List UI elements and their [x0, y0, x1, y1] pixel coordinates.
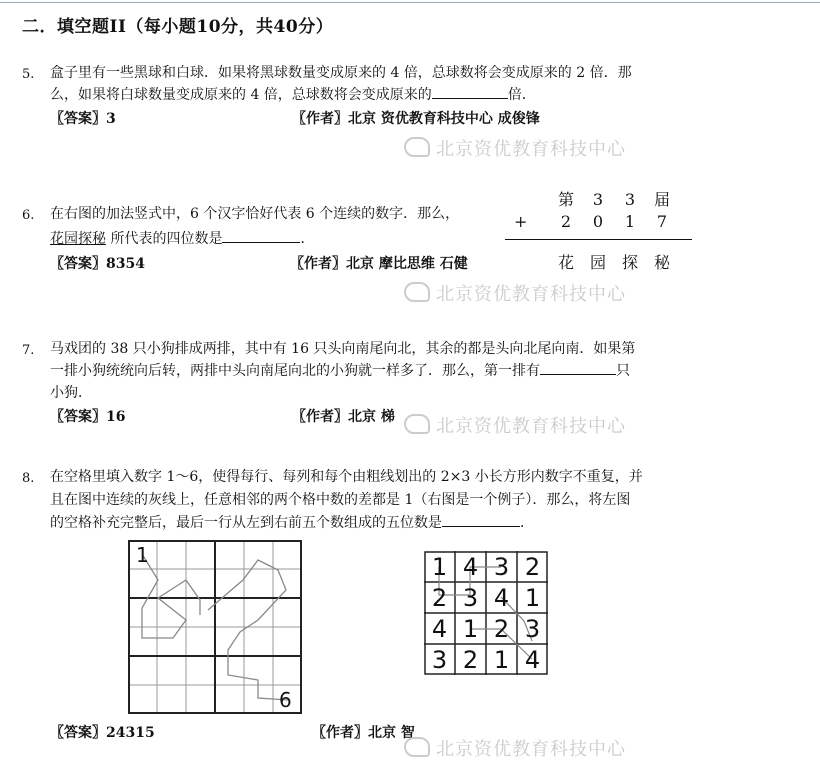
q7-line2-end: 只: [616, 363, 630, 379]
sum-char-2: 园: [589, 253, 606, 272]
example-cell-digit: 1: [493, 646, 510, 674]
example-cell-digit: 1: [431, 553, 448, 581]
watermark: [404, 735, 626, 761]
q6-line2-text: 所代表的四位数是: [110, 231, 223, 247]
example-cell-digit: 3: [431, 646, 448, 674]
sum-char-4: 秘: [653, 253, 670, 272]
q7-answer: 〖答案〗16: [50, 409, 126, 425]
addend-1-char-3: 3: [624, 190, 636, 209]
addend-1-char-4: 届: [653, 190, 670, 209]
q5-answer: 〖答案〗3: [50, 111, 116, 127]
example-grid: [424, 551, 548, 675]
wechat-logo-icon: [404, 137, 430, 157]
q8-author: 〖作者〗北京 智: [312, 725, 415, 741]
example-cell-digit: 4: [524, 646, 541, 674]
watermark: [404, 135, 626, 161]
q8-number: 8.: [22, 471, 35, 486]
example-cell-digit: 2: [493, 615, 510, 643]
watermark: [404, 412, 626, 438]
q6-author: 〖作者〗北京 摩比思维 石健: [290, 256, 468, 272]
q8-line1: 在空格里填入数字 1～6，使得每行、每列和每个由粗线划出的 2×3 小长方形内数字不重复，并: [50, 469, 643, 485]
q7-line3: 小狗．: [50, 385, 92, 401]
sum-char-3: 探: [621, 253, 638, 272]
watermark: [404, 280, 626, 306]
sum-rule: [505, 239, 692, 240]
q7-answer-blank: [540, 360, 616, 375]
addend-2-digit-4: 7: [656, 212, 668, 231]
q6-number: 6.: [22, 208, 35, 223]
section-title: 二．填空题II（每小题10分，共40分）: [22, 17, 334, 37]
q7-number: 7.: [22, 343, 35, 358]
q5-answer-blank: [432, 84, 508, 99]
q6-word: 花园探秘: [50, 231, 106, 247]
q8-line2: 且在图中连续的灰线上，任意相邻的两个格中数的差都是 1（右图是一个例子）．那么，将左图: [50, 492, 631, 508]
watermark-text: 北京资优教育科技中心: [436, 416, 626, 437]
q7-line2-text: 一排小狗统统向后转，两排中头向南尾向北的小狗就一样多了．那么，第一排有: [50, 363, 540, 379]
example-cell-digit: 1: [462, 615, 479, 643]
q8-line3-end: ．: [520, 515, 534, 531]
q8-line3-text: 的空格补充完整后，最后一行从左到右前五个数组成的五位数是: [50, 515, 442, 531]
addend-2-digit-3: 1: [624, 212, 636, 231]
example-cell-digit: 2: [431, 584, 448, 612]
q5-author: 〖作者〗北京 资优教育科技中心 成俊锋: [292, 111, 540, 127]
wechat-logo-icon: [404, 282, 430, 302]
top-rule: [0, 2, 820, 3]
addition-sum-row: [550, 250, 678, 273]
q7-line1: 马戏团的 38 只小狗排成两排，其中有 16 只头向南尾向北，其余的都是头向北尾向南．如果第: [50, 341, 636, 357]
addend-1-char-2: 3: [592, 190, 604, 209]
sum-char-1: 花: [557, 253, 574, 272]
example-cell-digit: 4: [431, 615, 448, 643]
example-cell-digit: 2: [462, 646, 479, 674]
addend-1-char-1: 第: [557, 190, 574, 209]
addition-row-2: [550, 212, 678, 231]
example-cell-digit: 2: [524, 553, 541, 581]
q5-line2-end: 倍．: [507, 87, 536, 103]
q5-line1: 盒子里有一些黑球和白球．如果将黑球数量变成原来的 4 倍，总球数将会变成原来的 2 倍．那: [50, 65, 632, 81]
addend-2-digit-2: 0: [592, 212, 604, 231]
q5-number: 5.: [22, 67, 35, 82]
q6-answer: 〖答案〗8354: [50, 256, 145, 272]
q5-line2-text: 么，如果将白球数量变成原来的 4 倍，总球数将会变成原来的: [50, 87, 432, 103]
addition-row-1: [550, 187, 678, 210]
q8-answer-blank: [442, 512, 520, 527]
example-cell-digit: 1: [524, 584, 541, 612]
wechat-logo-icon: [404, 414, 430, 434]
example-cell-digit: 3: [524, 615, 541, 643]
watermark-text: 北京资优教育科技中心: [436, 284, 626, 305]
given-digit-1: 1: [136, 543, 149, 567]
q8-answer: 〖答案〗24315: [50, 725, 155, 741]
watermark-text: 北京资优教育科技中心: [436, 139, 626, 160]
q6-line1: 在右图的加法竖式中，6 个汉字恰好代表 6 个连续的数字．那么，: [50, 206, 460, 222]
q6-line2-end: ．: [300, 231, 315, 247]
addend-2-digit-1: 2: [560, 212, 572, 231]
q6-line2: [50, 228, 314, 250]
q8-line3: [50, 512, 534, 534]
sudoku-puzzle-grid: [128, 540, 302, 714]
example-cell-digit: 4: [493, 584, 510, 612]
wechat-logo-icon: [404, 737, 430, 757]
plus-sign: +: [514, 212, 528, 231]
example-cell-digit: 4: [462, 553, 479, 581]
q5-line2: [50, 84, 536, 106]
watermark-text: 北京资优教育科技中心: [436, 739, 626, 760]
example-cell-digit: 3: [493, 553, 510, 581]
q7-line2: [50, 360, 630, 382]
example-cell-digit: 3: [462, 584, 479, 612]
q7-author: 〖作者〗北京 梯: [292, 409, 395, 425]
given-digit-6: 6: [279, 688, 292, 712]
q6-answer-blank: [222, 228, 300, 243]
